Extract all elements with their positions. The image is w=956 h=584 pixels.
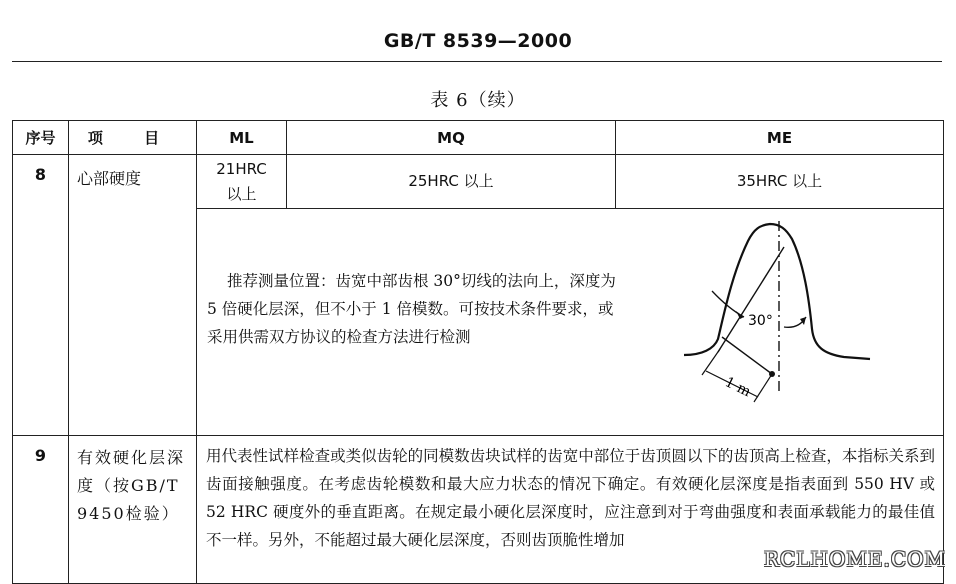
ml-value: 21HRC以上 xyxy=(197,155,287,209)
header-rule xyxy=(12,61,942,62)
col-header-item: 项 目 xyxy=(69,121,197,155)
angle-label: 30° xyxy=(748,313,773,329)
depth-label: 1 m xyxy=(722,374,754,401)
mq-value: 25HRC 以上 xyxy=(287,155,616,209)
standard-number-header: GB/T 8539—2000 xyxy=(383,30,573,52)
row-description: 用代表性试样检查或类似齿轮的同模数齿块试样的齿宽中部位于齿顶圆以下的齿顶高上检查，本指标关系到齿面接触强度。在考虑齿轮模数和最大应力状态的情况下确定。有效硬化层深度是指表面到 550 HV 或 52 HRC 硬度外的垂直距离。在规定最小硬化层深度时，应注意到对于弯曲强度和表面承载能力的最佳值不一样。另外，不能超过最大硬化层深度，否则齿顶脆性增加 xyxy=(197,436,944,584)
col-header-no: 序号 xyxy=(13,121,69,155)
table-title: 表 6（续） xyxy=(430,90,526,111)
depth-ext-2 xyxy=(754,374,772,402)
row-number: 9 xyxy=(13,436,69,584)
row-item: 有效硬化层深度（按GB/T 9450检验） xyxy=(69,436,197,584)
col-header-ml: ML xyxy=(197,121,287,155)
spec-table xyxy=(12,120,944,584)
row-item: 心部硬度 xyxy=(69,155,197,436)
depth-ext-1 xyxy=(702,349,720,375)
col-header-me: ME xyxy=(616,121,944,155)
row-number: 8 xyxy=(13,155,69,436)
table-header-row xyxy=(13,121,944,155)
measurement-note: 推荐测量位置：齿宽中部齿根 30°切线的法向上，深度为 5 倍硬化层深，但不小于 1 倍模数。可按技术条件要求，或采用供需双方协议的检查方法进行检测 xyxy=(207,272,616,346)
col-header-mq: MQ xyxy=(287,121,616,155)
normal-line xyxy=(722,337,772,374)
watermark: RCLHOME.COM xyxy=(763,547,946,571)
note-cell xyxy=(197,209,944,436)
measure-point xyxy=(769,371,775,377)
gear-tooth-diagram xyxy=(684,219,874,424)
table-row-8 xyxy=(13,155,944,209)
me-value: 35HRC 以上 xyxy=(616,155,944,209)
